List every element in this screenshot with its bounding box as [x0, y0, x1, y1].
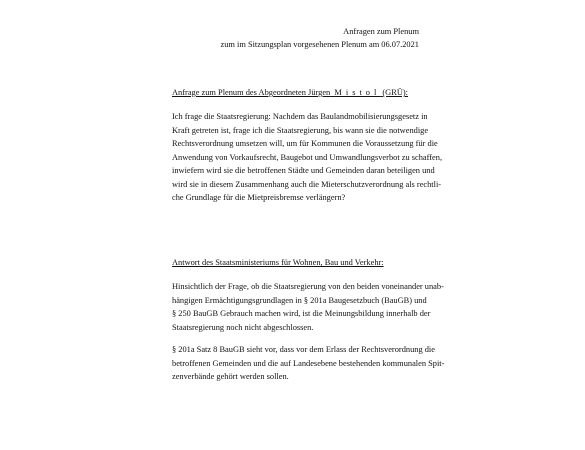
question-line: Anwendung von Vorkaufsrecht, Baugebot und Umwandlungsverbot zu schaffen,	[172, 152, 443, 162]
question-heading-party: (GRÜ):	[382, 88, 408, 97]
question-line: wird sie in diesem Zusammenhang auch die Mieterschutzverordnung als rechtli-	[172, 179, 442, 189]
document-header	[221, 25, 420, 51]
question-line: che Grundlage für die Mietpreisbremse verlängern?	[172, 193, 346, 202]
answer-heading: Antwort des Staatsministeriums für Wohnen, Bau und Verkehr:	[172, 258, 384, 267]
question-line: Kraft getreten ist, frage ich die Staatsregierung, bis wann sie die notwendige	[172, 125, 429, 135]
answer-paragraph-1	[172, 280, 444, 334]
answer-line: Hinsichtlich der Frage, ob die Staatsregierung von den beiden voneinander unab-	[172, 282, 444, 291]
answer-line: § 201a Satz 8 BauGB sieht vor, dass vor dem Erlass der Rechtsverordnung die	[172, 345, 435, 354]
answer-line: zenverbände gehört werden sollen.	[172, 372, 289, 381]
header-title: Anfragen zum Plenum	[343, 27, 419, 36]
answer-paragraph-2	[172, 343, 444, 384]
answer-line: § 250 BauGB Gebrauch machen wird, ist die Meinungsbildung innerhalb der	[172, 309, 431, 318]
answer-line: Staatsregierung noch nicht abgeschlossen.	[172, 322, 314, 332]
question-heading	[172, 87, 408, 99]
question-heading-prefix: Anfrage zum Plenum des Abgeordneten Jürgen	[172, 88, 331, 97]
question-paragraph	[172, 110, 442, 205]
question-line: inwiefern wird sie die betroffenen Städte und Gemeinden daran beteiligen und	[172, 166, 435, 175]
answer-line: hängigen Ermächtigungsgrundlagen in § 201a Baugesetzbuch (BauGB) und	[172, 295, 427, 305]
question-heading-name: Mistol	[334, 88, 381, 97]
question-line: Rechtsverordnung umsetzen will, um für Kommunen die Voraussetzung für die	[172, 139, 438, 148]
answer-line: betroffenen Gemeinden und die auf Landesebene bestehenden kommunalen Spit-	[172, 358, 445, 368]
header-subtitle: zum im Sitzungsplan vorgesehenen Plenum am 06.07.2021	[220, 40, 419, 49]
question-line: Ich frage die Staatsregierung: Nachdem das Baulandmobilisierungsgesetz in	[172, 112, 428, 121]
